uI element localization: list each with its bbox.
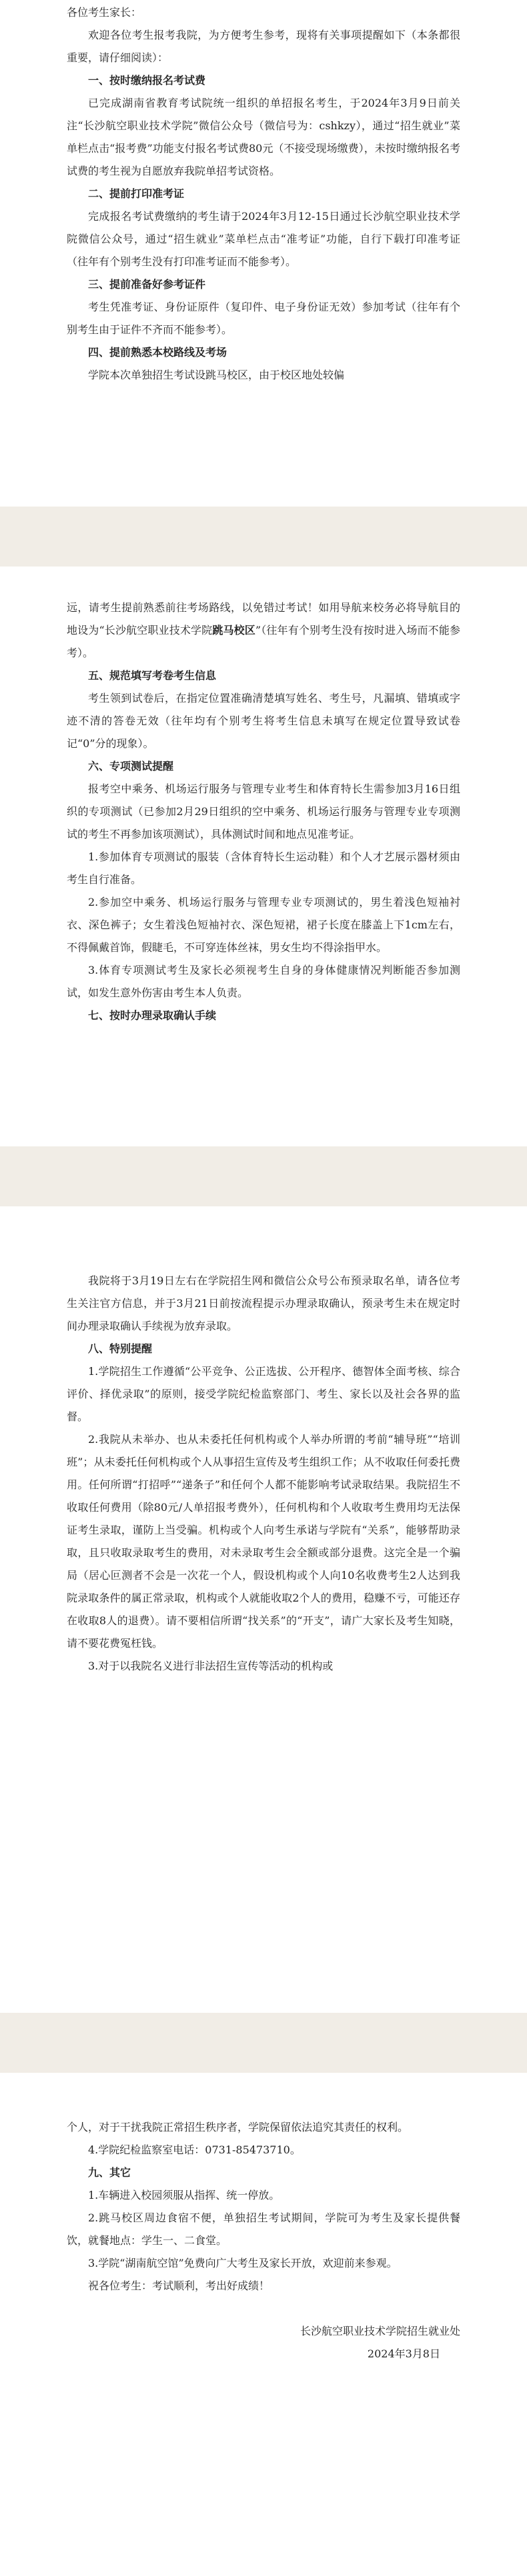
section-7-body: 我院将于3月19日左右在学院招生网和微信公众号公布预录取名单，请各位考生关注官方信息，并于3月21日前按流程提示办理录取确认，预录考生未在规定时间办理录取确认手续视为放弃录取。: [67, 1274, 460, 1332]
section-3-heading: 三、提前准备好参考证件: [88, 278, 206, 291]
section-8-paragraph-1: 1.学院招生工作遵循“公平竞争、公正选拔、公开程序、德智体全面考核、综合评价、择优录取”的原则，接受学院纪检监察部门、考生、家长以及社会各界的监督。: [67, 1365, 460, 1423]
section-2-body: 完成报名考试费缴纳的考生请于2024年3月12-15日通过长沙航空职业技术学院微信公众号，通过“招生就业”菜单栏点击“准考证”功能，自行下载打印准考证（往年有个别考生没有打印准考证而不能参考）。: [67, 210, 460, 268]
salutation: 各位考生家长：: [67, 6, 142, 19]
page-gap-2: [0, 1146, 527, 1206]
section-4-route-tail: ”（往年有个别考生没有按时进入场而不能参考）。: [67, 624, 460, 659]
section-3-body: 考生凭准考证、身份证原件（复印件、电子身份证无效）参加考试（往年有个别考生由于证件不齐而不能参考）。: [67, 301, 460, 336]
section-9-paragraph-2: 2.跳马校区周边食宿不便，单独招生考试期间，学院可为考生及家长提供餐饮，就餐地点：学生一、二食堂。: [67, 2211, 460, 2247]
section-8-paragraph-3-continued: 个人，对于干扰我院正常招生秩序者，学院保留依法追究其责任的权利。: [67, 2121, 409, 2133]
section-6-paragraph-2: 1.参加体育专项测试的服装（含体育特长生运动鞋）和个人才艺展示器材须由考生自行准备。: [67, 850, 460, 886]
page-gap-1: [0, 507, 527, 567]
page-3-text: [67, 1270, 460, 1678]
section-2-heading: 二、提前打印准考证: [88, 187, 185, 200]
section-4-route-text: 远，请考生提前熟悉前往考场路线，以免错过考试！如用导航来校务必将导航目的地设为“长沙航空职业技术学院: [67, 601, 460, 637]
section-8-heading: 八、特别提醒: [88, 1342, 153, 1355]
page-2-text: [67, 597, 460, 1027]
page-4-text: [67, 2116, 460, 2365]
page-1: [0, 0, 527, 507]
section-6-paragraph-1: 报考空中乘务、机场运行服务与管理专业考生和体育特长生需参加3月16日组织的专项测试（已参加2月29日组织的空中乘务、机场运行服务与管理专业专项测试的考生不再参加该项测试），具体测试时间和地点见准考证。: [67, 782, 460, 840]
section-9-paragraph-3: 3.学院“湖南航空馆”免费向广大考生及家长开放，欢迎前来参观。: [88, 2257, 398, 2269]
section-6-paragraph-4: 3.体育专项测试考生及家长必须视考生自身的身体健康情况判断能否参加测试，如发生意外伤害由考生本人负责。: [67, 964, 460, 999]
section-6-paragraph-3: 2.参加空中乘务、机场运行服务与管理专业专项测试的，男生着浅色短袖衬衣、深色裤子；女生着浅色短袖衬衣、深色短裙，裙子长度在膝盖上下1cm左右，不得佩戴首饰，假睫毛，不可穿连体丝袜，男女生均不得涂指甲水。: [67, 896, 460, 954]
section-1-body: 已完成湖南省教育考试院统一组织的单招报名考生，于2024年3月9日前关注“长沙航空职业技术学院”微信公众号（微信号为：cshkzy），通过“招生就业”菜单栏点击“报考费”功能支付报名考试费80元（不接受现场缴费），未按时缴纳报名考试费的考生视为自愿放弃我院单招考试资格。: [67, 97, 460, 177]
page-3: [0, 1206, 527, 2013]
section-8-paragraph-3-start: 3.对于以我院名义进行非法招生宣传等活动的机构或: [88, 1660, 334, 1672]
section-5-heading: 五、规范填写考卷考生信息: [88, 669, 217, 682]
section-8-paragraph-4: 4.学院纪检监察室电话：0731-85473710。: [88, 2143, 301, 2156]
section-1-heading: 一、按时缴纳报名考试费: [88, 74, 206, 87]
section-5-body: 考生领到试卷后，在指定位置准确清楚填写姓名、考生号，凡漏填、错填或字迹不清的答卷无效（往年均有个别考生将考生信息未填写在规定位置导致试卷记“0”分的现象）。: [67, 692, 460, 750]
page-4: [0, 2073, 527, 2576]
closing-wish: 祝各位考生：考试顺利，考出好成绩！: [88, 2279, 270, 2292]
page-2: [0, 567, 527, 1146]
intro-paragraph: 欢迎各位考生报考我院，为方便考生参考，现将有关事项提醒如下（本条都很重要，请仔细阅读）：: [67, 29, 460, 64]
page-gap-3: [0, 2013, 527, 2073]
section-4-campus-name: 跳马校区: [212, 624, 255, 637]
section-4-body-start: 学院本次单独招生考试设跳马校区，由于校区地处较偏: [88, 369, 345, 381]
section-7-heading: 七、按时办理录取确认手续: [88, 1009, 217, 1022]
signature: 长沙航空职业技术学院招生就业处: [300, 2325, 460, 2337]
section-6-heading: 六、专项测试提醒: [88, 760, 174, 772]
page-1-text: [67, 1, 460, 387]
issue-date: 2024年3月8日: [367, 2347, 440, 2360]
section-9-paragraph-1: 1.车辆进入校园须服从指挥、统一停放。: [88, 2189, 280, 2201]
section-8-paragraph-2: 2.我院从未举办、也从未委托任何机构或个人举办所谓的考前“辅导班”“培训班”；从未委托任何机构或个人从事招生宣传及考生组织工作；从不收取任何委托费用。任何所谓“打招呼”“递条子”和任何个人都不能影响考试录取结果。我院招生不收取任何费用（除80元/人单招报考费外），任何机构和个人收取考生费用均无法保证考生录取，谨防上当受骗。机构或个人向考生承诺与学院有“关系”，能够帮助录取，且只收取录取考生的费用，对未录取考生会全额或部分退费。这完全是一个骗局（居心叵测者不会是一次花一个人，假设机构或个人向10名收费考生2人达到我院录取条件的属正常录取，机构或个人就能收取2个人的费用，稳赚不亏，可能还存在收取8人的退费）。请不要相信所谓“找关系”的“开支”，请广大家长及考生知晓，请不要花费冤枉钱。: [67, 1433, 460, 1650]
section-4-heading: 四、提前熟悉本校路线及考场: [88, 346, 227, 359]
section-4-body-continued: [67, 597, 460, 664]
section-9-heading: 九、其它: [88, 2166, 131, 2179]
